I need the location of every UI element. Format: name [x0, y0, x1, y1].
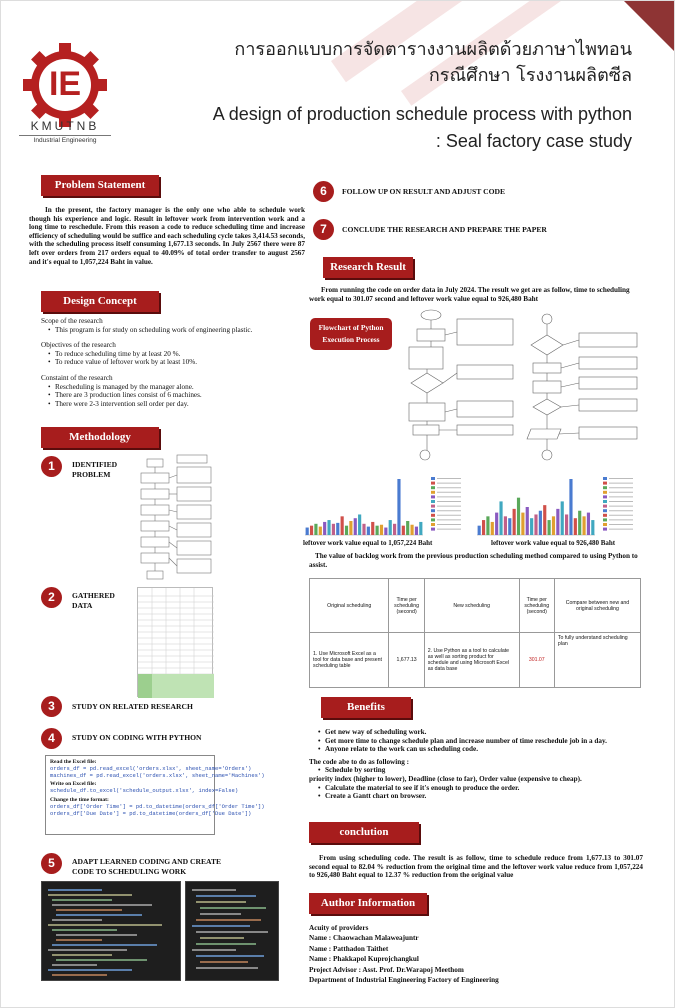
chart-bar	[486, 516, 489, 535]
chart-bar	[539, 511, 542, 535]
list-item: • There are 3 production lines consist of 6 machines.	[47, 391, 301, 400]
table-header: Time per scheduling (second)	[519, 579, 554, 633]
chart-bar	[402, 526, 405, 535]
bar-chart-svg	[303, 471, 471, 539]
step-label-line: ADAPT LEARNED CODING AND CREATE	[72, 857, 222, 866]
step-label-line: CODE TO SCHEDULING WORK	[72, 867, 187, 876]
chart-bar	[478, 526, 481, 535]
author-line: Project Advisor : Asst. Prof. Dr.Warapoj Meethom	[309, 965, 464, 974]
table-cell: To fully understand scheduling plan	[554, 633, 640, 688]
legend-swatch	[603, 482, 607, 485]
chart-bar	[548, 520, 551, 535]
logo-department: Industrial Engineering	[19, 135, 111, 144]
conclusion-heading: conclution	[309, 822, 419, 843]
bar-chart-after	[475, 471, 643, 539]
chart-bar	[332, 524, 335, 535]
flowchart-label-line: Flowchart of Python	[318, 323, 384, 332]
chart-bar	[336, 523, 339, 535]
code-line: machines_df = pd.read_excel('orders.xlsx', sheet_name='Machines')	[50, 772, 265, 780]
bar-chart-svg	[475, 471, 643, 539]
chart-bar	[578, 511, 581, 535]
code-change-title: Change the time format:	[50, 796, 109, 803]
author-heading: Author Information	[309, 893, 427, 914]
code-line: orders_df = pd.read_excel('orders.xlsx', sheet_name='Orders')	[50, 765, 252, 772]
legend-swatch	[431, 505, 435, 508]
research-result-body: From running the code on order data in July 2024. The result we get are as follow, time to scheduling work equal to 301.07 second and leftover work value equal to 926,480 Baht	[309, 286, 630, 303]
chart-bar	[306, 528, 309, 535]
code-snippet-box	[45, 755, 265, 835]
legend-swatch	[603, 500, 607, 503]
step-label	[72, 857, 221, 877]
chart-bar	[565, 514, 568, 535]
code-editor-icon	[186, 882, 280, 982]
list-item: • Anyone relate to the work can us scheduling code.	[317, 745, 643, 754]
legend-swatch	[603, 514, 607, 517]
step-number: 1	[41, 456, 62, 477]
list-item: • Create a Gantt chart on browser.	[317, 792, 643, 801]
legend-swatch	[431, 482, 435, 485]
legend-swatch	[431, 477, 435, 480]
design-body	[41, 317, 301, 408]
english-title-line2: : Seal factory case study	[435, 131, 632, 151]
step-label: STUDY ON CODING WITH PYTHON	[72, 733, 202, 742]
logo	[19, 39, 111, 149]
list-item: • There were 2-3 intervention sell order per day.	[47, 400, 301, 409]
step-number: 4	[41, 728, 62, 749]
legend-swatch	[603, 495, 607, 498]
chart-bar	[513, 509, 516, 535]
conclusion-body: From using scheduling code. The result is as follow, time to schedule reduce from 1,677.13 to 301.07 second equal to 82.04 % reduction from the original time and the leftover work value reduce from 1,057,224 to 926,480 Baht equal to 12.37 % reduction from the original value	[309, 854, 643, 880]
code-line: orders_df['Order Time'] = pd.to_datetime(orders_df['Order Time'])	[50, 802, 265, 810]
chart-bar	[504, 516, 507, 535]
chart-bar	[499, 501, 502, 535]
chart-bar	[543, 505, 546, 535]
chart-bar	[310, 526, 313, 535]
objectives-list	[47, 350, 301, 367]
problem-flow-thumbnail	[121, 453, 215, 585]
thai-title-line2: กรณีศึกษา โรงงานผลิตซีล	[428, 65, 632, 86]
chart-bar	[419, 522, 422, 535]
chart-bar	[341, 516, 344, 535]
code-capability-list	[317, 766, 643, 775]
list-item: • This program is for study on scheduling work of engineering plastic.	[47, 326, 301, 335]
legend-swatch	[603, 486, 607, 489]
chart-bar	[508, 518, 511, 535]
chart-bar	[327, 520, 330, 535]
step-number: 5	[41, 853, 62, 874]
code-editor-icon	[42, 882, 182, 982]
step-label: STUDY ON RELATED RESEARCH	[72, 702, 193, 711]
list-item: • Schedule by sorting	[317, 766, 643, 775]
spreadsheet-icon	[138, 588, 214, 698]
step-number: 2	[41, 587, 62, 608]
author-line: Acuity of providers	[309, 924, 369, 932]
chart-bar	[323, 522, 326, 535]
chart-bar	[530, 518, 533, 535]
author-line: Department of Industrial Engineering Factory of Engineering	[309, 976, 499, 985]
chart-bar	[569, 479, 572, 535]
english-title-line1: A design of production schedule process with python	[212, 104, 632, 124]
author-line: Name : Phakkapol Kuprojchangkul	[309, 955, 419, 964]
code-capability-list	[317, 784, 643, 801]
table-header: Compare between new and original scheduling	[554, 579, 640, 633]
chart-bar	[349, 521, 352, 535]
step-number: 6	[313, 181, 334, 202]
chart-bar	[367, 527, 370, 535]
chart-bar	[491, 522, 494, 535]
list-item: • Get new way of scheduling work.	[317, 728, 643, 737]
list-item: • Calculate the material to see if it's enough to produce the order.	[317, 784, 643, 793]
problem-heading: Problem Statement	[41, 175, 159, 196]
step-label-line: IDENTIFIED	[72, 460, 118, 469]
step-label: FOLLOW UP ON RESULT AND ADJUST CODE	[342, 187, 506, 196]
chart-caption-after: leftover work value equal to 926,480 Baht	[491, 539, 616, 547]
chart-bar	[495, 513, 498, 535]
legend-swatch	[603, 509, 607, 512]
step-label-line: DATA	[72, 601, 93, 610]
chart-bar	[319, 527, 322, 535]
benefits-body	[309, 728, 643, 801]
chart-bar	[574, 518, 577, 535]
table-cell: 1. Use Microsoft Excel as a tool for data base and present scheduling table	[310, 633, 389, 688]
constraint-title: Constaint of the research	[41, 373, 113, 382]
code-editor-screenshot-right	[185, 881, 279, 981]
step-label	[72, 591, 115, 611]
scope-list	[47, 326, 301, 335]
chart-bar	[354, 518, 357, 535]
logo-name: KMUTNB	[30, 119, 100, 133]
priority-line: priority index (higher to lower), Deadline (close to far), Order value (expensive to cheap).	[309, 774, 582, 783]
legend-swatch	[431, 518, 435, 521]
list-item: • To reduce value of leftover work by at least 10%.	[47, 358, 301, 367]
objectives-title: Objectives of the research	[41, 341, 116, 350]
legend-swatch	[431, 500, 435, 503]
chart-caption-before: leftover work value equal to 1,057,224 Baht	[303, 539, 433, 547]
constraint-list	[47, 383, 301, 409]
code-read-title: Read the Excel file:	[50, 759, 97, 765]
chart-bar	[591, 520, 594, 535]
english-title	[213, 101, 632, 155]
legend-swatch	[431, 528, 435, 531]
chart-bar	[376, 526, 379, 535]
list-item: • To reduce scheduling time by at least 20 %.	[47, 350, 301, 359]
legend-swatch	[431, 491, 435, 494]
legend-swatch	[603, 491, 607, 494]
chart-bar	[358, 514, 361, 535]
flowchart-diagram	[399, 307, 643, 465]
bar-chart-before	[303, 471, 471, 539]
chart-bar	[415, 527, 418, 535]
chart-bar	[526, 507, 529, 535]
chart-bar	[582, 516, 585, 535]
table-cell: 301.07	[519, 633, 554, 688]
table-header: New scheduling	[424, 579, 519, 633]
chart-bar	[534, 514, 537, 535]
design-heading: Design Concept	[41, 291, 159, 312]
problem-body: In the present, the factory manager is the only one who able to schedule work though his experience and logic. Result in leftover work from intervention work and a long time to reschedule. From this reason a code to reduce scheduling time and increase efficiency of scheduling would be suffice and each scheduling cycle takes 3,414.53 seconds, with the scheduling process itself consuming 1,677.13 seconds. In July 2567 there were 87 left over orders from 217 orders equal to 40.09% of total order transfer to august 2567 and it's equal to 1,057,224 Baht in value.	[29, 206, 305, 266]
legend-swatch	[431, 495, 435, 498]
legend-swatch	[603, 477, 607, 480]
thai-title	[234, 37, 632, 89]
list-item: • Get more time to change schedule plan and increase number of time reschedule job in a day.	[317, 737, 643, 746]
chart-bar	[556, 509, 559, 535]
data-table-thumbnail	[137, 587, 213, 697]
code-editor-screenshot-left	[41, 881, 181, 981]
chart-bar	[393, 524, 396, 535]
backlog-text: The value of backlog work from the previous production scheduling method compared to using Python to assist.	[309, 552, 638, 569]
flowchart-label-line: Execution Process	[322, 335, 380, 344]
chart-bar	[380, 525, 383, 535]
author-line: Name : Patthadon Taithet	[309, 944, 389, 953]
author-body	[309, 923, 643, 985]
chart-bar	[384, 528, 387, 535]
thai-title-line1: การออกแบบการจัดตารางงานผลิตด้วยภาษาไพทอน	[234, 39, 632, 60]
chart-bar	[521, 513, 524, 535]
research-result-heading: Research Result	[323, 257, 413, 278]
problem-flow-diagram	[121, 453, 215, 585]
logo-letters: IE	[48, 65, 82, 103]
step-label: CONCLUDE THE RESEARCH AND PREPARE THE PAPER	[342, 225, 547, 234]
step-number: 7	[313, 219, 334, 240]
table-cell: 1,677.13	[389, 633, 424, 688]
code-capability-title: The code abe to do as following :	[309, 757, 410, 766]
step-label-line: PROBLEM	[72, 470, 111, 479]
table-cell: 2. Use Python as a tool to calculate as well as sorting product for schedule and using Microsoft Excel as data base	[424, 633, 519, 688]
chart-bar	[314, 524, 317, 535]
benefits-heading: Benefits	[321, 697, 411, 718]
step-number: 3	[41, 696, 62, 717]
step-label-line: GATHERED	[72, 591, 115, 600]
chart-bar	[371, 522, 374, 535]
chart-bar	[561, 501, 564, 535]
legend-swatch	[431, 486, 435, 489]
code-line: schedule_df.to_excel('schedule_output.xlsx', index=False)	[50, 787, 239, 795]
legend-swatch	[431, 514, 435, 517]
chart-bar	[587, 513, 590, 535]
chart-bar	[397, 479, 400, 535]
chart-bar	[362, 524, 365, 535]
methodology-heading: Methodology	[41, 427, 159, 448]
chart-bar	[345, 526, 348, 535]
list-item: • Rescheduling is managed by the manager alone.	[47, 383, 301, 392]
chart-bar	[410, 525, 413, 535]
legend-swatch	[603, 505, 607, 508]
legend-swatch	[431, 509, 435, 512]
table-header: Original scheduling	[310, 579, 389, 633]
chart-bar	[482, 520, 485, 535]
comparison-table	[309, 578, 641, 688]
legend-swatch	[431, 523, 435, 526]
chart-bar	[552, 516, 555, 535]
code-write-title: Write on Excel file:	[50, 781, 97, 788]
chart-bar	[406, 521, 409, 535]
legend-swatch	[603, 518, 607, 521]
step-label	[72, 460, 117, 480]
legend-swatch	[603, 523, 607, 526]
python-flowchart	[399, 307, 643, 465]
legend-swatch	[603, 528, 607, 531]
benefits-list	[317, 728, 643, 754]
code-line: orders_df['Due Date'] = pd.to_datetime(orders_df['Due Date'])	[50, 809, 252, 817]
chart-bar	[389, 520, 392, 535]
table-header: Time per scheduling (second)	[389, 579, 424, 633]
flowchart-label	[310, 318, 392, 350]
chart-bar	[517, 498, 520, 535]
scope-title: Scope of the research	[41, 317, 103, 325]
author-line: Name : Chaowachan Malaweajuntr	[309, 934, 419, 943]
